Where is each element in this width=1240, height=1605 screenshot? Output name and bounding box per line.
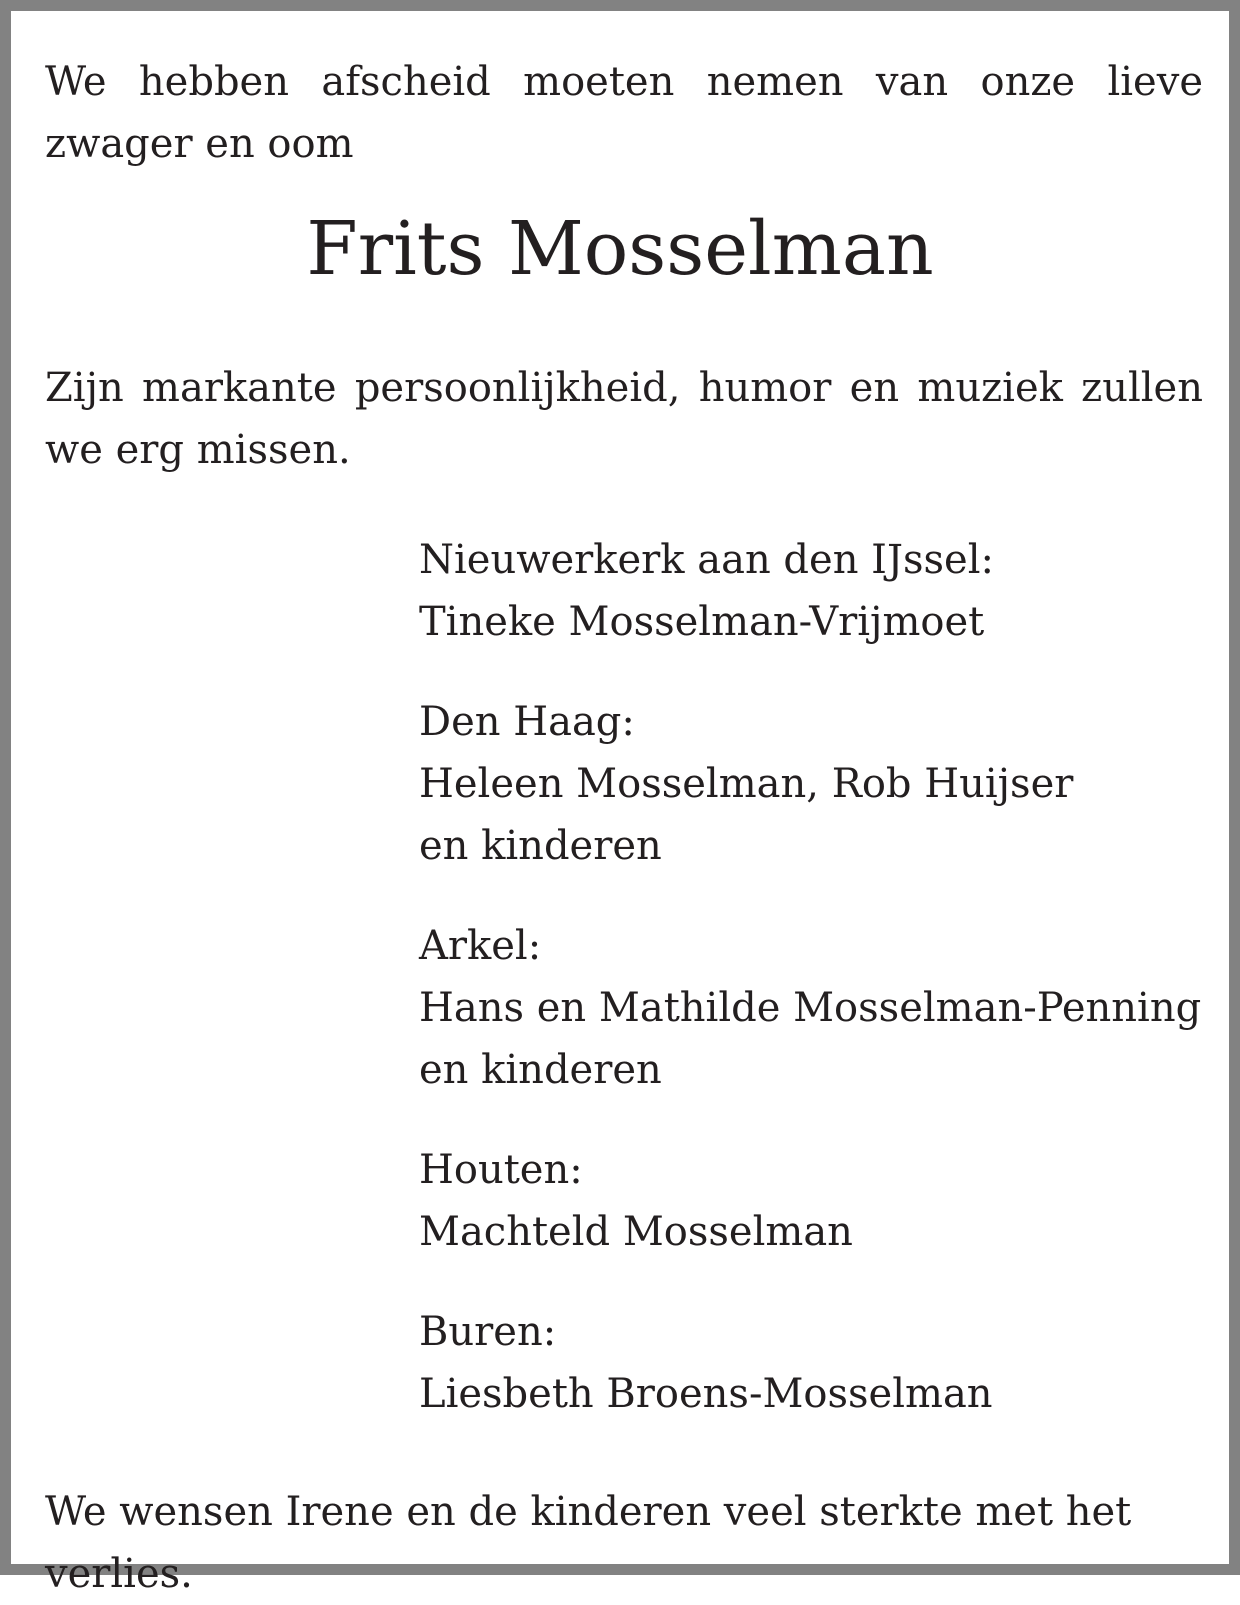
deceased-name: Frits Mosselman (306, 206, 934, 292)
relative-place: Den Haag: (419, 699, 635, 745)
relative-group-houten (419, 1139, 1204, 1263)
relative-names: Hans en Mathilde Mosselman-Penning (419, 985, 1202, 1031)
relative-group-arkel (419, 915, 1204, 1101)
relative-place: Arkel: (419, 923, 542, 969)
relative-group-nieuwerkerk (419, 529, 1204, 653)
tribute-text: Zijn markante persoonlijkheid, humor en muziek zullen we erg missen. (45, 365, 1203, 473)
closing-text: We wensen Irene en de kinderen veel sterkte met het verlies. (45, 1489, 1132, 1597)
relative-names: Liesbeth Broens-Mosselman (419, 1371, 993, 1417)
relative-names: en kinderen (419, 1047, 662, 1093)
relatives-list (419, 529, 1204, 1463)
relative-names: Machteld Mosselman (419, 1209, 853, 1255)
intro-text: We hebben afscheid moeten nemen van onze lieve zwager en oom (45, 59, 1203, 167)
relative-group-buren (419, 1301, 1204, 1425)
relative-names: Heleen Mosselman, Rob Huijser (419, 761, 1074, 807)
relative-place: Houten: (419, 1147, 583, 1193)
relative-names: Tineke Mosselman-Vrijmoet (419, 599, 985, 645)
relative-group-den-haag (419, 691, 1204, 877)
relative-names: en kinderen (419, 823, 662, 869)
relative-place: Buren: (419, 1309, 557, 1355)
relative-place: Nieuwerkerk aan den IJssel: (419, 537, 994, 583)
